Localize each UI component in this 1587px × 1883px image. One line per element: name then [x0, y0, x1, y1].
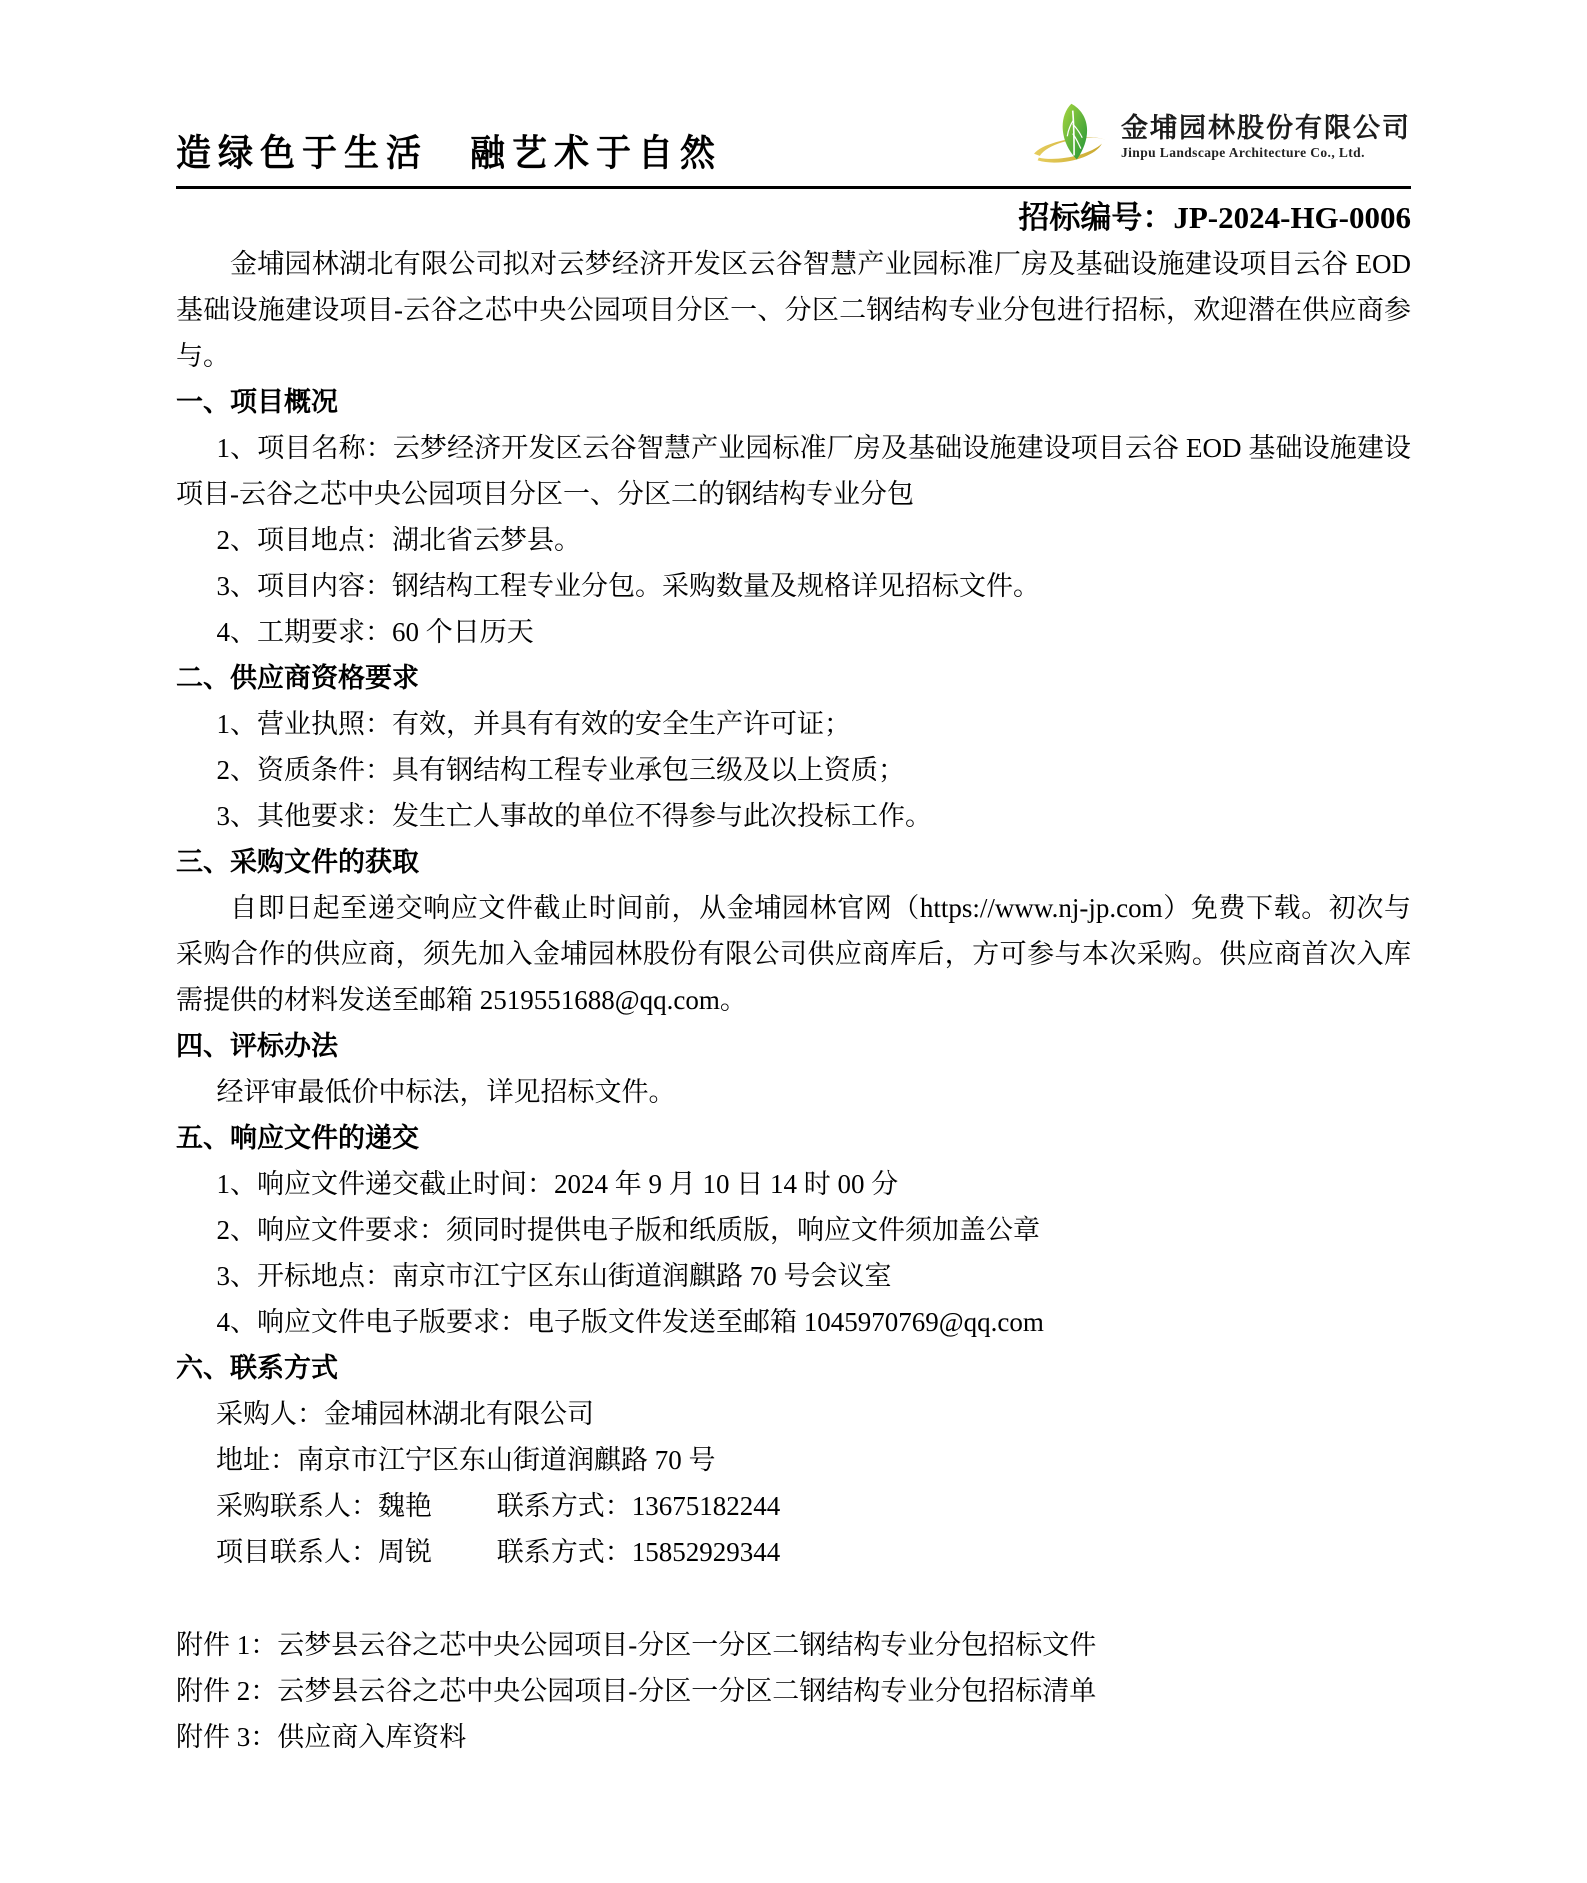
section-heading: 二、供应商资格要求	[176, 663, 419, 693]
tender-number: 招标编号：JP-2024-HG-0006	[1018, 200, 1411, 235]
page-header	[176, 108, 1411, 189]
logo-text-block	[1121, 115, 1411, 160]
section-project-overview	[176, 379, 1411, 655]
section-item: 3、开标地点：南京市江宁区东山街道润麒路 70 号会议室	[216, 1261, 892, 1291]
contact-project-person: 项目联系人：周锐	[216, 1537, 432, 1567]
section-item: 4、响应文件电子版要求：电子版文件发送至邮箱 1045970769@qq.com	[216, 1307, 1044, 1337]
section-paragraph: 经评审最低价中标法，详见招标文件。	[216, 1077, 676, 1107]
contact-purchasing-person: 采购联系人：魏艳	[216, 1491, 432, 1521]
section-item: 2、资质条件：具有钢结构工程专业承包三级及以上资质；	[216, 755, 905, 785]
section-heading: 四、评标办法	[176, 1031, 338, 1061]
section-item: 3、其他要求：发生亡人事故的单位不得参与此次投标工作。	[216, 801, 932, 831]
contact-row	[176, 1529, 1411, 1575]
contact-project-phone: 联系方式：15852929344	[496, 1537, 781, 1567]
section-item: 1、项目名称：云梦经济开发区云谷智慧产业园标准厂房及基础设施建设项目云谷 EOD 基础设施建设项目-云谷之芯中央公园项目分区一、分区二的钢结构专业分包	[176, 433, 1411, 509]
section-item: 2、项目地点：湖北省云梦县。	[216, 525, 581, 555]
company-slogan: 造绿色于生活 融艺术于自然	[176, 133, 723, 176]
section-supplier-qualifications	[176, 655, 1411, 839]
contact-row	[176, 1391, 1411, 1437]
section-document-acquisition	[176, 839, 1411, 1023]
leaf-swoosh-icon	[1029, 101, 1111, 174]
contact-purchaser: 采购人：金埔园林湖北有限公司	[216, 1399, 594, 1429]
section-item: 1、营业执照：有效，并具有有效的安全生产许可证；	[216, 709, 851, 739]
attachments-list	[176, 1622, 1411, 1760]
section-heading: 五、响应文件的递交	[176, 1123, 419, 1153]
company-logo	[1029, 101, 1411, 174]
intro-paragraph: 金埔园林湖北有限公司拟对云梦经济开发区云谷智慧产业园标准厂房及基础设施建设项目云谷 EOD 基础设施建设项目-云谷之芯中央公园项目分区一、分区二钢结构专业分包进行招标，欢迎潜在供应商参与。	[176, 249, 1411, 371]
contact-address: 地址：南京市江宁区东山街道润麒路 70 号	[216, 1445, 716, 1475]
section-heading: 一、项目概况	[176, 387, 338, 417]
contact-purchasing-phone: 联系方式：13675182244	[496, 1491, 781, 1521]
contact-row	[176, 1483, 1411, 1529]
section-heading: 三、采购文件的获取	[176, 847, 419, 877]
company-name-cn: 金埔园林股份有限公司	[1121, 113, 1411, 145]
attachment-item: 附件 3：供应商入库资料	[176, 1722, 467, 1752]
section-heading: 六、联系方式	[176, 1353, 338, 1383]
document-body	[176, 241, 1411, 1760]
attachment-item: 附件 2：云梦县云谷之芯中央公园项目-分区一分区二钢结构专业分包招标清单	[176, 1676, 1097, 1706]
section-evaluation-method	[176, 1023, 1411, 1115]
section-item: 1、响应文件递交截止时间：2024 年 9 月 10 日 14 时 00 分	[216, 1169, 899, 1199]
section-response-submission	[176, 1115, 1411, 1345]
contact-row	[176, 1437, 1411, 1483]
attachment-item: 附件 1：云梦县云谷之芯中央公园项目-分区一分区二钢结构专业分包招标文件	[176, 1630, 1097, 1660]
section-paragraph: 自即日起至递交响应文件截止时间前，从金埔园林官网（https://www.nj-jp.com）免费下载。初次与采购合作的供应商，须先加入金埔园林股份有限公司供应商库后，方可参与本次采购。供应商首次入库需提供的材料发送至邮箱 2519551688@qq.com。	[176, 893, 1411, 1015]
company-name-en: Jinpu Landscape Architecture Co., Ltd.	[1121, 144, 1365, 160]
section-item: 2、响应文件要求：须同时提供电子版和纸质版，响应文件须加盖公章	[216, 1215, 1040, 1245]
section-contact-info	[176, 1345, 1411, 1575]
section-item: 3、项目内容：钢结构工程专业分包。采购数量及规格详见招标文件。	[216, 571, 1040, 601]
section-item: 4、工期要求：60 个日历天	[216, 617, 534, 647]
